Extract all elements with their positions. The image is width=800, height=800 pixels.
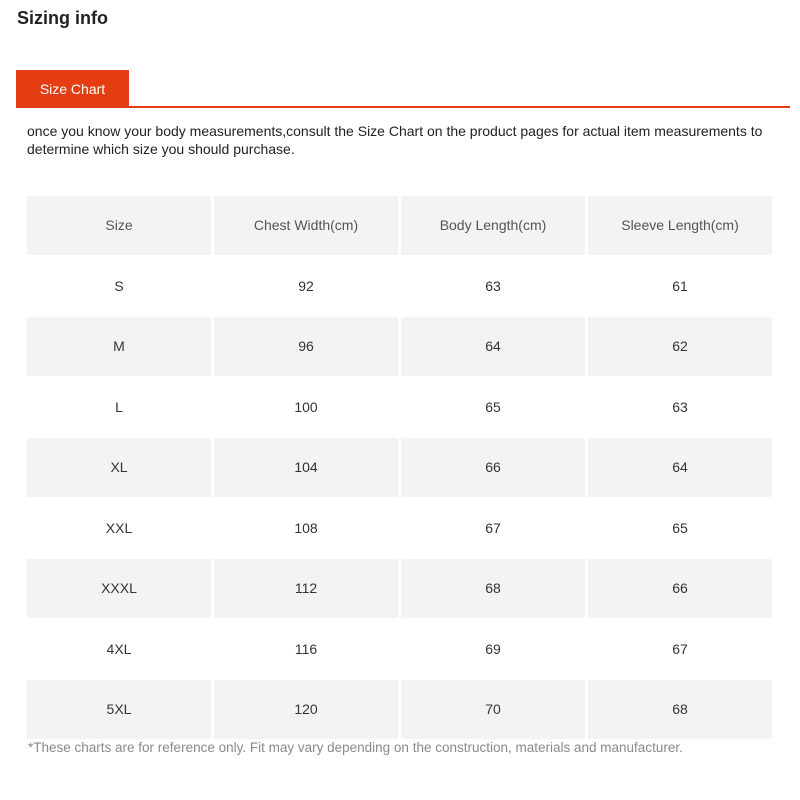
cell-body-length: 63 bbox=[485, 277, 501, 294]
cell-sleeve-length: 65 bbox=[672, 519, 688, 536]
page-title: Sizing info bbox=[17, 8, 108, 28]
cell-sleeve-length: 63 bbox=[672, 398, 688, 415]
tab-bar bbox=[16, 70, 790, 110]
cell-body-length: 70 bbox=[401, 680, 585, 739]
cell-size: M bbox=[27, 317, 211, 376]
table-row bbox=[27, 438, 772, 497]
cell-size: S bbox=[114, 277, 124, 294]
cell-size: 4XL bbox=[106, 640, 132, 657]
header-sleeve-length: Sleeve Length(cm) bbox=[588, 196, 772, 255]
cell-chest-width: 96 bbox=[214, 317, 398, 376]
cell-size: 5XL bbox=[27, 680, 211, 739]
cell-chest-width: 100 bbox=[294, 398, 318, 415]
table-row bbox=[27, 257, 772, 316]
cell-body-length: 66 bbox=[401, 438, 585, 497]
cell-body-length: 68 bbox=[401, 559, 585, 618]
table-header-row bbox=[27, 196, 772, 255]
intro-text: once you know your body measurements,consult the Size Chart on the product pages for actual item measurements to determine which size you should purchase. bbox=[27, 123, 763, 157]
cell-size: L bbox=[115, 398, 123, 415]
cell-chest-width: 112 bbox=[214, 559, 398, 618]
cell-sleeve-length: 66 bbox=[588, 559, 772, 618]
cell-sleeve-length: 62 bbox=[588, 317, 772, 376]
cell-size: XXXL bbox=[27, 559, 211, 618]
header-size: Size bbox=[27, 196, 211, 255]
tab-underline bbox=[16, 106, 790, 108]
footnote: *These charts are for reference only. Fit may vary depending on the construction, materials and manufacturer. bbox=[28, 740, 683, 755]
cell-body-length: 65 bbox=[485, 398, 501, 415]
table-row bbox=[27, 559, 772, 618]
table-row bbox=[27, 680, 772, 739]
size-chart-table bbox=[24, 194, 775, 741]
cell-size: XXL bbox=[105, 519, 133, 536]
cell-sleeve-length: 61 bbox=[672, 277, 688, 294]
cell-chest-width: 116 bbox=[294, 640, 318, 657]
header-chest-width: Chest Width(cm) bbox=[214, 196, 398, 255]
table-row bbox=[27, 378, 772, 437]
tab-size-chart[interactable]: Size Chart bbox=[16, 70, 129, 108]
cell-chest-width: 92 bbox=[298, 277, 314, 294]
cell-body-length: 69 bbox=[485, 640, 501, 657]
table-row bbox=[27, 317, 772, 376]
cell-body-length: 64 bbox=[401, 317, 585, 376]
cell-body-length: 67 bbox=[485, 519, 501, 536]
cell-size: XL bbox=[27, 438, 211, 497]
cell-chest-width: 120 bbox=[214, 680, 398, 739]
header-body-length: Body Length(cm) bbox=[401, 196, 585, 255]
cell-sleeve-length: 67 bbox=[672, 640, 688, 657]
table-row bbox=[27, 499, 772, 558]
cell-chest-width: 104 bbox=[214, 438, 398, 497]
cell-sleeve-length: 68 bbox=[588, 680, 772, 739]
table-row bbox=[27, 620, 772, 679]
cell-sleeve-length: 64 bbox=[588, 438, 772, 497]
cell-chest-width: 108 bbox=[294, 519, 318, 536]
